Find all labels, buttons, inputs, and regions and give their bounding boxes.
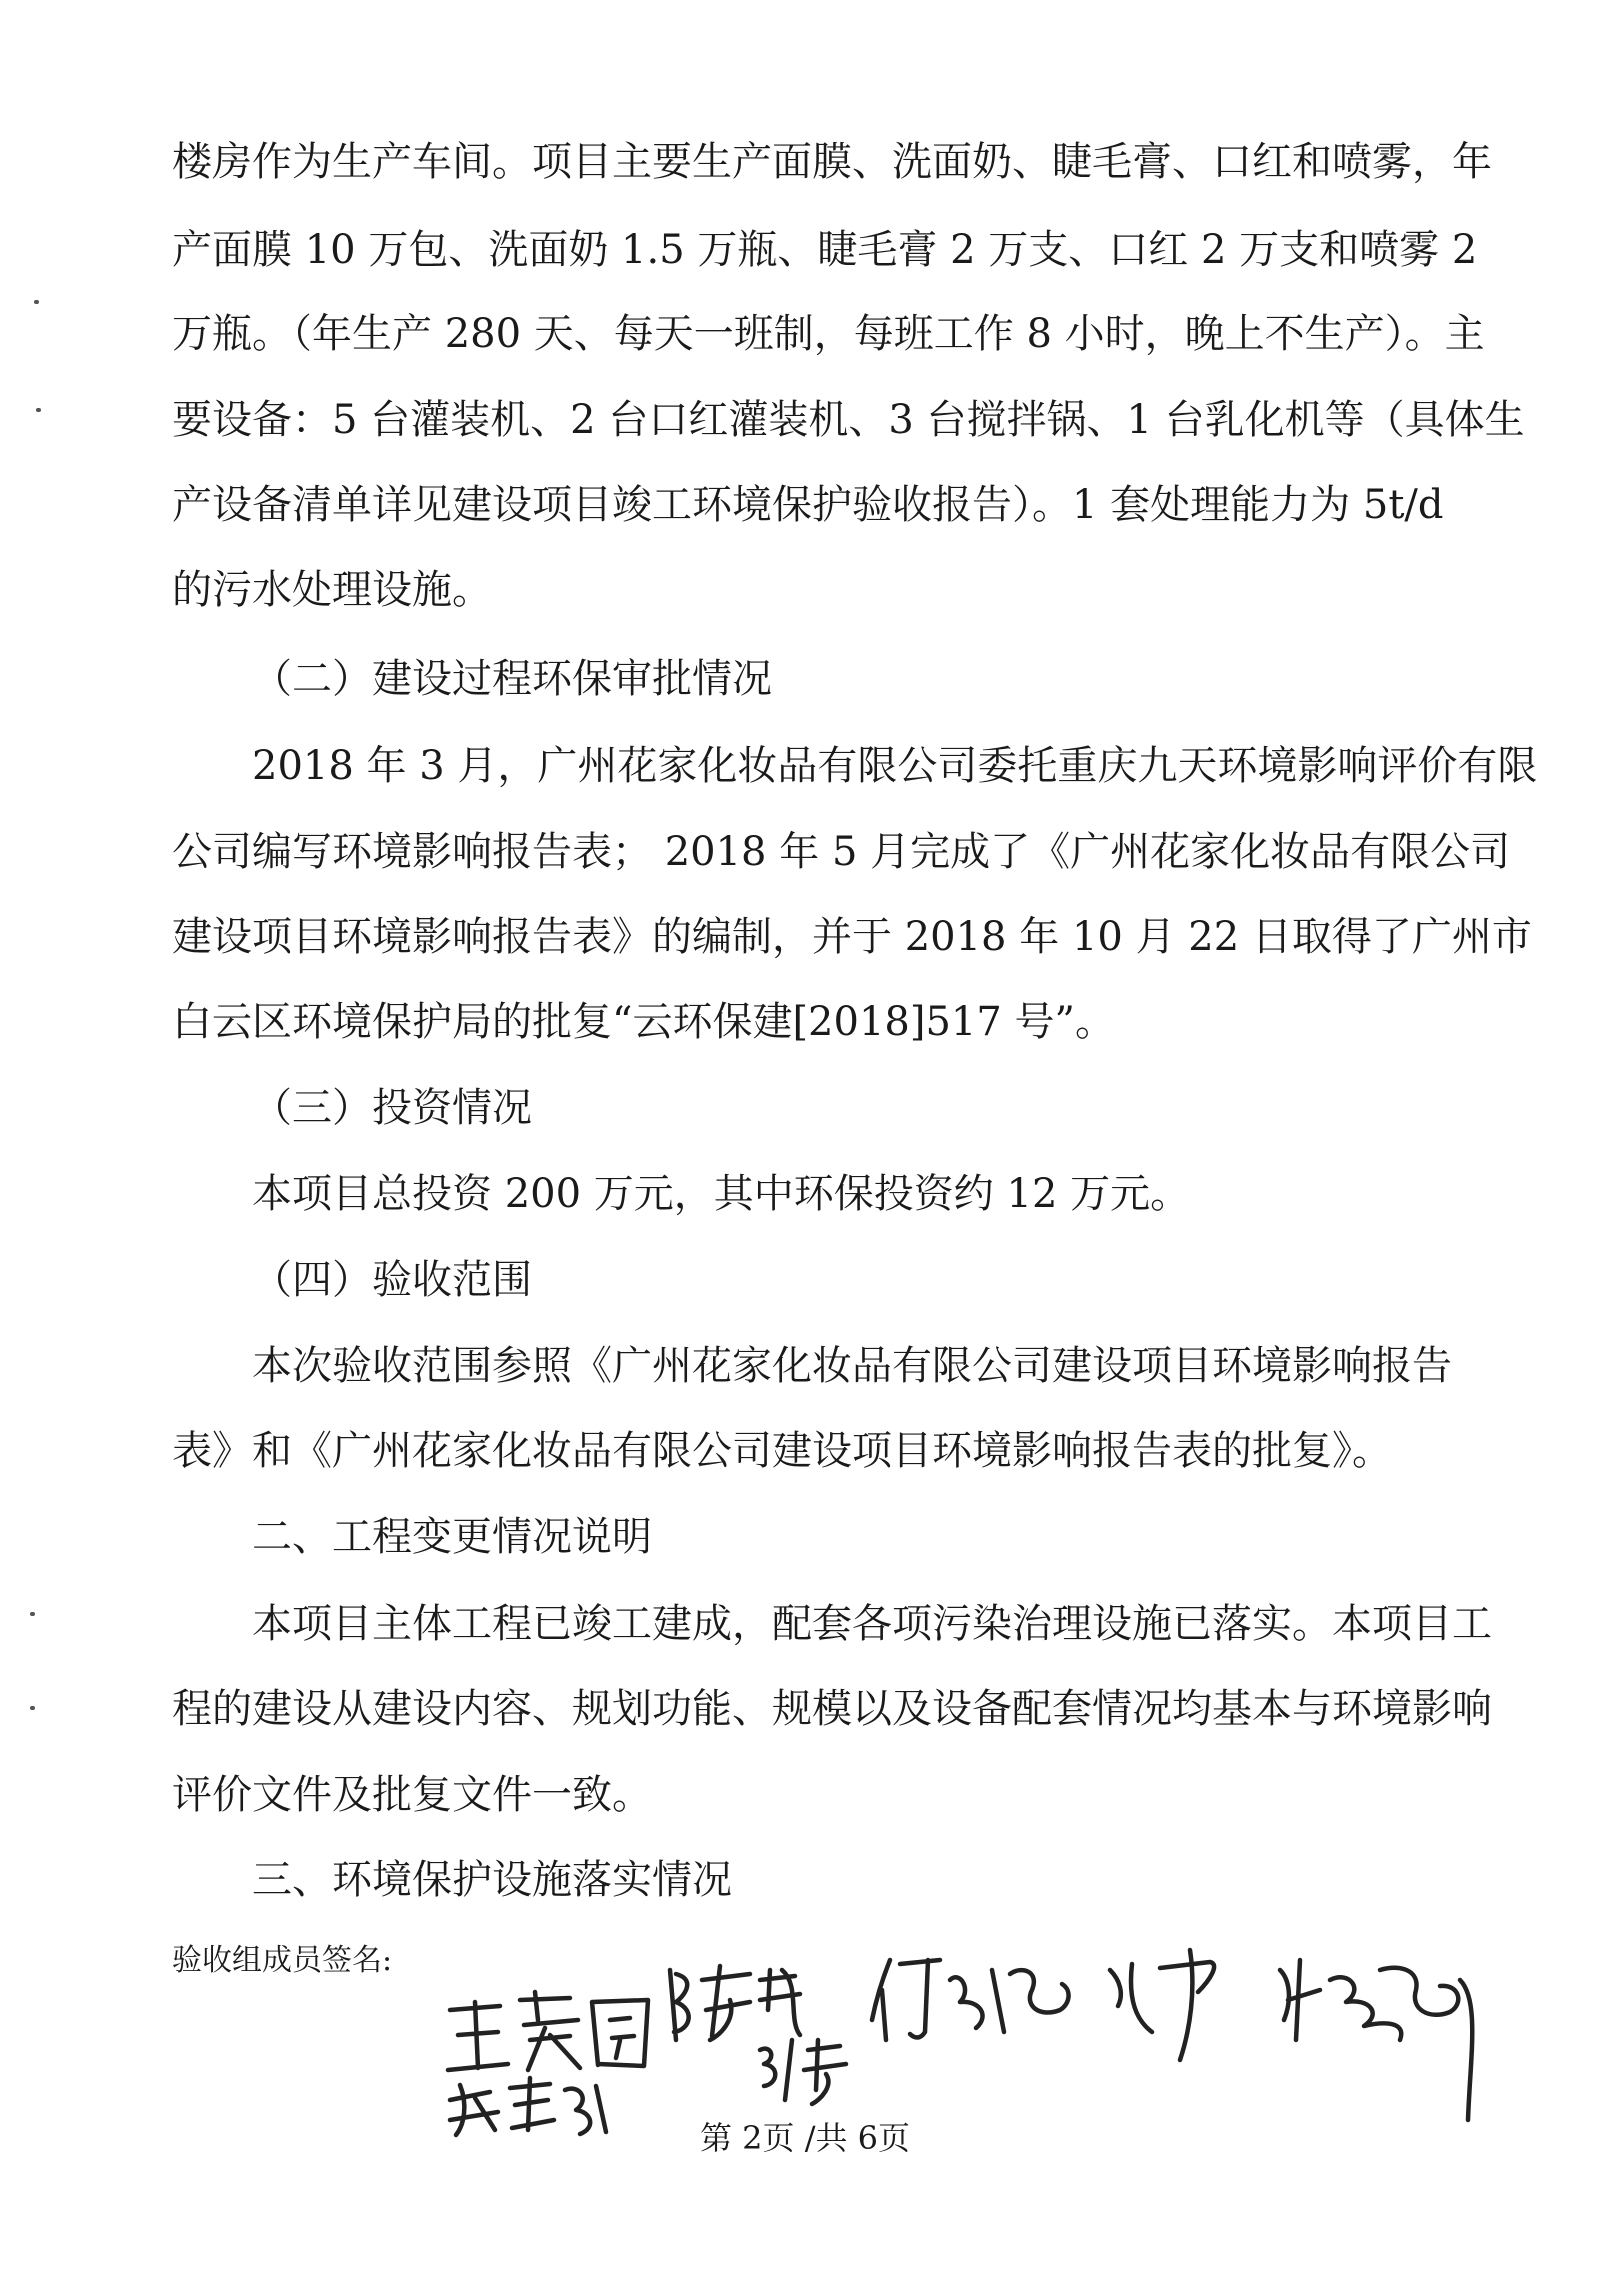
section-heading-scope: （四）验收范围: [252, 1257, 532, 1303]
scan-speck: [36, 408, 41, 412]
body-line-8: 2018 年 3 月，广州花家化妆品有限公司委托重庆九天环境影响评价有限: [252, 743, 1538, 789]
scan-speck: [30, 1612, 35, 1616]
body-line-13: 本项目总投资 200 万元，其中环保投资约 12 万元。: [252, 1171, 1191, 1217]
body-line-4: 要设备：5 台灌装机、2 台口红灌装机、3 台搅拌锅、1 台乳化机等（具体生: [172, 397, 1525, 443]
section-heading-changes: 二、工程变更情况说明: [252, 1514, 652, 1560]
body-line-20: 评价文件及批复文件一致。: [172, 1772, 652, 1818]
signature-label: 验收组成员签名:: [172, 1943, 393, 1978]
body-line-10: 建设项目环境影响报告表》的编制，并于 2018 年 10 月 22 日取得了广州市: [172, 914, 1532, 960]
handwritten-signatures: [420, 1940, 1520, 2140]
scan-speck: [34, 300, 39, 304]
page-footer: 第 2页 /共 6页: [700, 2119, 911, 2157]
body-line-9: 公司编写环境影响报告表； 2018 年 5 月完成了《广州花家化妆品有限公司: [172, 829, 1511, 875]
body-line-18: 本项目主体工程已竣工建成，配套各项污染治理设施已落实。本项目工: [252, 1601, 1492, 1647]
body-line-3: 万瓶。（年生产 280 天、每天一班制，每班工作 8 小时，晚上不生产）。主: [172, 311, 1485, 357]
body-line-5: 产设备清单详见建设项目竣工环境保护验收报告）。1 套处理能力为 5t/d: [172, 482, 1444, 528]
body-line-16: 表》和《广州花家化妆品有限公司建设项目环境影响报告表的批复》。: [172, 1428, 1392, 1474]
body-line-1: 楼房作为生产车间。项目主要生产面膜、洗面奶、睫毛膏、口红和喷雾，年: [172, 139, 1492, 185]
body-line-19: 程的建设从建设内容、规划功能、规模以及设备配套情况均基本与环境影响: [172, 1686, 1492, 1732]
body-line-2: 产面膜 10 万包、洗面奶 1.5 万瓶、睫毛膏 2 万支、口红 2 万支和喷雾 2: [172, 227, 1478, 273]
section-heading-investment: （三）投资情况: [252, 1085, 532, 1131]
body-line-6: 的污水处理设施。: [172, 567, 492, 613]
scan-speck: [30, 1706, 35, 1710]
body-line-15: 本次验收范围参照《广州花家化妆品有限公司建设项目环境影响报告: [252, 1343, 1452, 1389]
section-heading-facilities: 三、环境保护设施落实情况: [252, 1857, 732, 1903]
section-heading-approval: （二）建设过程环保审批情况: [252, 656, 772, 702]
body-line-11: 白云区环境保护局的批复“云环保建[2018]517 号”。: [172, 999, 1115, 1045]
